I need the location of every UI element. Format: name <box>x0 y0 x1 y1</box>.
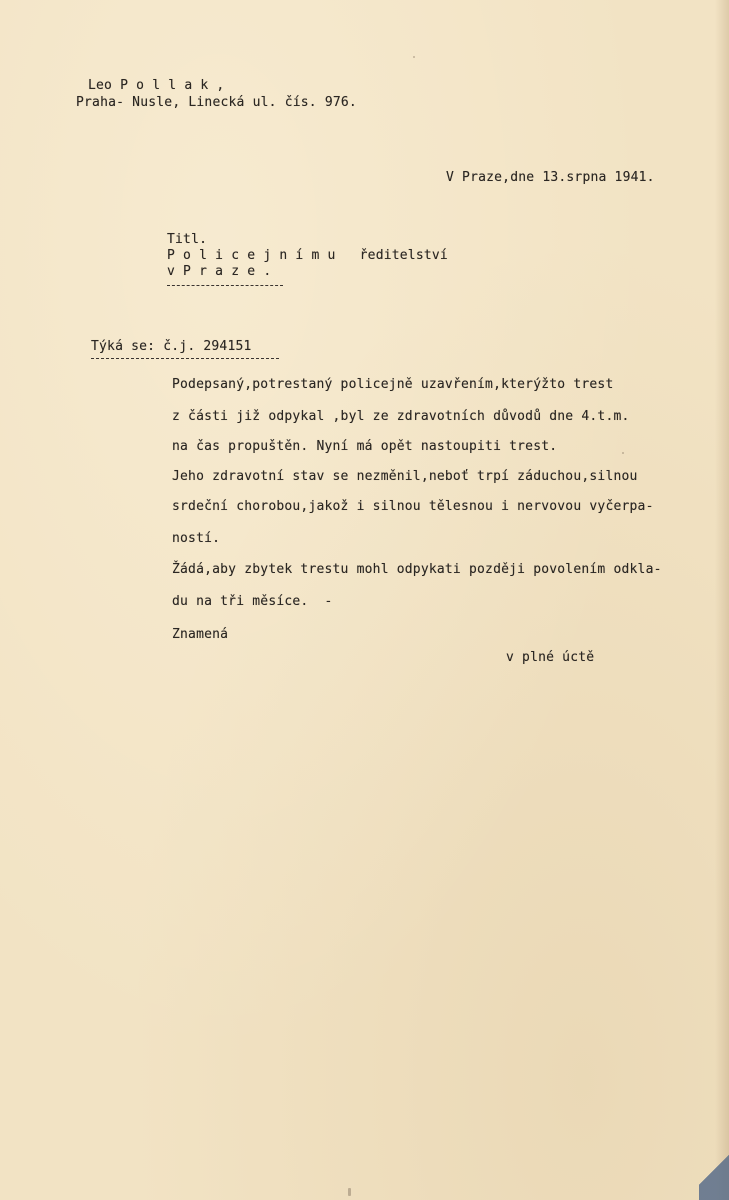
recipient-underline <box>167 285 283 286</box>
body-line: srdeční chorobou,jakož i silnou tělesnou i nervovou vyčerpa- <box>172 499 654 514</box>
body-line: na čas propuštěn. Nyní má opět nastoupiti trest. <box>172 439 558 454</box>
sender-name: Leo P o l l a k , <box>88 78 225 93</box>
place-date: V Praze,dne 13.srpna 1941. <box>446 170 655 185</box>
reference-underline <box>91 358 279 359</box>
body-line: z části již odpykal ,byl ze zdravotních důvodů dne 4.t.m. <box>172 409 630 424</box>
body-line: Znamená <box>172 627 229 642</box>
body-line: Jeho zdravotní stav se nezměnil,neboť trpí záduchou,silnou <box>172 469 638 484</box>
page-corner <box>699 1140 729 1200</box>
paper-fleck <box>348 1188 351 1196</box>
body-line: Podepsaný,potrestaný policejně uzavřením,kterýžto trest <box>172 377 614 392</box>
recipient-office: P o l i c e j n í m u ředitelství <box>167 248 448 263</box>
body-line: ností. <box>172 531 221 546</box>
closing: v plné úctě <box>506 650 595 665</box>
recipient-city: v P r a z e . <box>167 264 272 279</box>
recipient-salutation: Titl. <box>167 232 208 247</box>
paper-edge-shadow <box>715 0 729 1200</box>
paper-fleck <box>622 452 624 454</box>
reference-line: Týká se: č.j. 294151 <box>91 339 252 354</box>
body-line: du na tři měsíce. - <box>172 594 333 609</box>
sender-address: Praha- Nusle, Linecká ul. čís. 976. <box>76 95 357 110</box>
paper-fleck <box>413 56 415 58</box>
body-line: Žádá,aby zbytek trestu mohl odpykati později povolením odkla- <box>172 562 662 577</box>
